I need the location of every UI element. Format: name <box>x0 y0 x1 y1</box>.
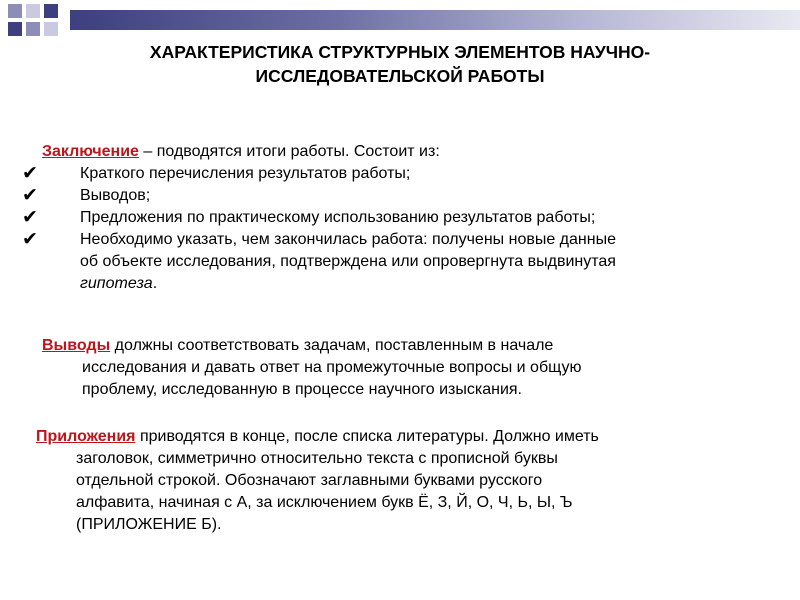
list-item <box>22 185 782 207</box>
list-item-text: . <box>152 275 158 292</box>
page-title <box>40 40 760 88</box>
check-mark-icon: ✔ <box>22 207 38 228</box>
findings-line: проблему, исследованную в процессе научного изыскания. <box>82 381 522 398</box>
page-title-line: ХАРАКТЕРИСТИКА СТРУКТУРНЫХ ЭЛЕМЕНТОВ НАУЧНО- <box>149 42 651 62</box>
appendix-section <box>36 426 800 536</box>
decor-square <box>8 22 22 36</box>
list-item <box>22 207 782 229</box>
decor-square <box>26 4 40 18</box>
list-item <box>22 229 782 295</box>
findings-text: должны соответствовать задачам, поставленным в начале <box>110 337 554 354</box>
list-item-text: об объекте исследования, подтверждена или опровергнута выдвинутая <box>80 253 616 270</box>
list-item-text: Необходимо указать, чем закончилась работа: получены новые данные <box>80 231 616 248</box>
conclusion-section <box>22 141 782 295</box>
list-item-text: Краткого перечисления результатов работы; <box>80 165 411 182</box>
check-mark-icon: ✔ <box>22 163 38 184</box>
decor-square <box>26 22 40 36</box>
header-band <box>0 0 800 40</box>
list-item <box>22 163 782 185</box>
list-item-text: Выводов; <box>80 187 151 204</box>
findings-section <box>42 335 800 401</box>
findings-line: исследования и давать ответ на промежуточные вопросы и общую <box>82 359 582 376</box>
appendix-text: приводятся в конце, после списка литературы. Должно иметь <box>135 428 599 445</box>
appendix-line: (ПРИЛОЖЕНИЕ Б). <box>76 516 222 533</box>
appendix-line: заголовок, симметрично относительно текста с прописной буквы <box>76 450 558 467</box>
check-mark-icon: ✔ <box>22 185 38 206</box>
conclusion-lead-text: – подводятся итоги работы. Состоит из: <box>138 143 440 160</box>
conclusion-lead <box>22 141 782 163</box>
appendix-line: алфавита, начиная с А, за исключением букв Ё, З, Й, О, Ч, Ь, Ы, Ъ <box>76 494 573 511</box>
decor-square <box>44 22 58 36</box>
appendix-line: отдельной строкой. Обозначают заглавными буквами русского <box>76 472 543 489</box>
decor-square <box>8 4 22 18</box>
decor-square <box>44 4 58 18</box>
conclusion-term: Заключение <box>42 143 139 160</box>
hypothesis-word: гипотеза <box>80 275 153 292</box>
page-title-line: ИССЛЕДОВАТЕЛЬСКОЙ РАБОТЫ <box>255 66 545 86</box>
appendix-term: Приложения <box>36 428 136 445</box>
findings-term: Выводы <box>42 337 111 354</box>
list-item-text: Предложения по практическому использованию результатов работы; <box>80 209 596 226</box>
header-gradient-bar <box>70 10 800 30</box>
check-mark-icon: ✔ <box>22 229 38 250</box>
conclusion-list <box>22 163 782 295</box>
appendix-line <box>36 426 800 448</box>
findings-line <box>42 335 800 357</box>
